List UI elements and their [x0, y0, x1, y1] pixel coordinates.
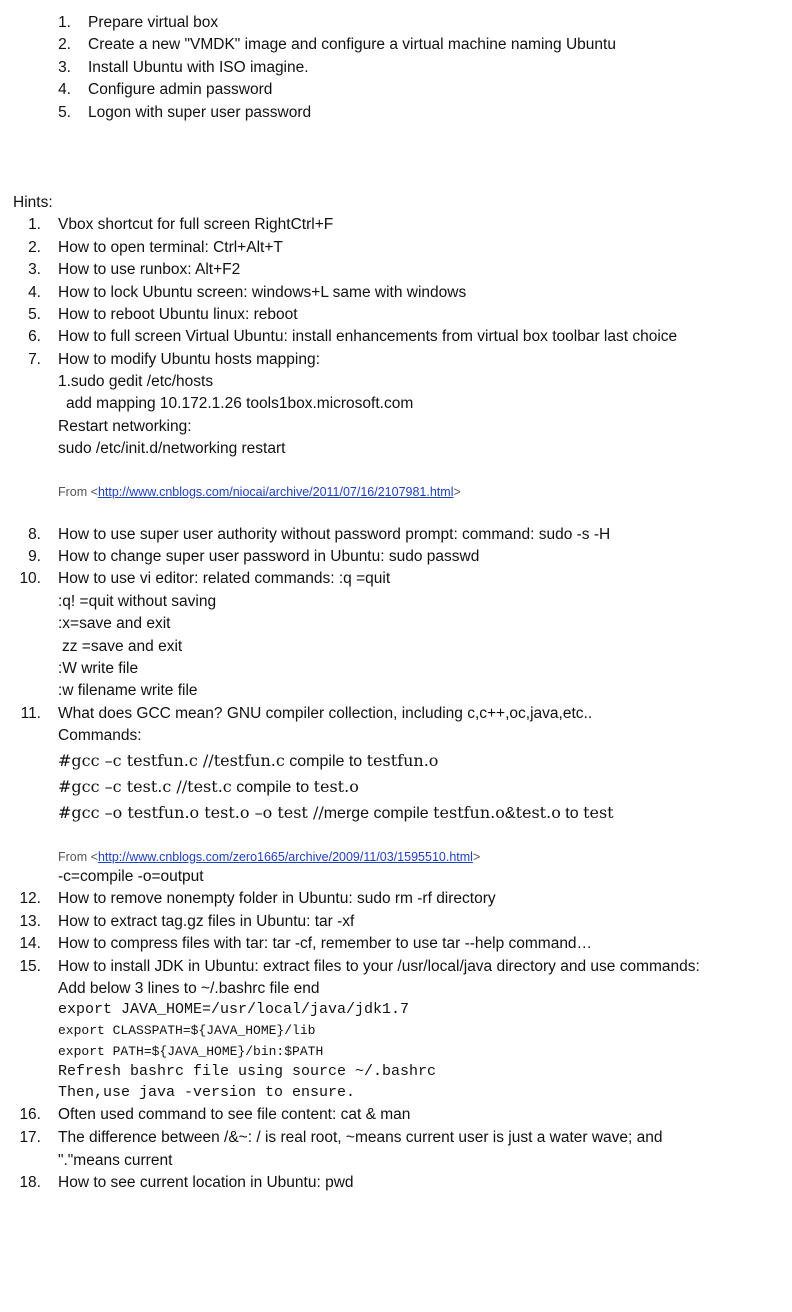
step-text: Prepare virtual box: [88, 14, 219, 31]
hint-number: 8.: [28, 526, 41, 543]
gcc-word: merge compile: [323, 805, 434, 822]
hint-number: 7.: [28, 351, 41, 368]
gcc-code: test: [583, 803, 614, 822]
step-number: 5.: [58, 104, 71, 121]
hint-number: 1.: [28, 216, 41, 233]
hint-detail: :w filename write file: [58, 682, 198, 699]
step-number: 1.: [58, 14, 71, 31]
hint-detail: "."means current: [58, 1152, 173, 1169]
hint-text: How to modify Ubuntu hosts mapping:: [58, 351, 320, 368]
gcc-word: &: [504, 805, 516, 822]
hint-detail: Commands:: [58, 727, 142, 744]
hint-text: How to reboot Ubuntu linux: reboot: [58, 306, 298, 323]
gcc-code: test.o: [515, 803, 561, 822]
hint-detail: 1.sudo gedit /etc/hosts: [58, 373, 214, 390]
hint-number: 10.: [19, 570, 41, 587]
hint-text: How to compress files with tar: tar -cf, remember to use tar --help command…: [58, 935, 593, 952]
hint-detail: sudo /etc/init.d/networking restart: [58, 440, 286, 457]
hint-text: How to use vi editor: related commands: :q =quit: [58, 570, 391, 587]
hint-number: 3.: [28, 261, 41, 278]
hint-text: How to remove nonempty folder in Ubuntu: sudo rm -rf directory: [58, 890, 496, 907]
step-text: Install Ubuntu with ISO imagine.: [88, 59, 309, 76]
gcc-code: testfun.o: [433, 803, 505, 822]
hint-text: How to open terminal: Ctrl+Alt+T: [58, 239, 283, 256]
source-prefix: From <: [58, 850, 98, 864]
hint-detail: -c=compile -o=output: [58, 868, 204, 885]
hint-number: 12.: [19, 890, 41, 907]
hint-number: 18.: [19, 1174, 41, 1191]
source-suffix: >: [472, 850, 481, 864]
hint-detail: :q! =quit without saving: [58, 593, 217, 610]
hint-detail: Restart networking:: [58, 418, 192, 435]
gcc-code: #gcc –o testfun.o test.o –o test //: [58, 803, 324, 822]
hint-detail: :W write file: [58, 660, 139, 677]
hint-text: How to see current location in Ubuntu: pwd: [58, 1174, 354, 1191]
hint-number: 16.: [19, 1106, 41, 1123]
hint-text: How to use super user authority without password prompt: command: sudo -s -H: [58, 526, 611, 543]
gcc-code: testfun.o: [366, 751, 439, 770]
hint-detail: :x=save and exit: [58, 615, 171, 632]
gcc-code: #gcc –c test.c //test.c: [58, 777, 232, 796]
step-text: Configure admin password: [88, 81, 273, 98]
hint-text: How to change super user password in Ubuntu: sudo passwd: [58, 548, 480, 565]
source-suffix: >: [453, 485, 461, 499]
gcc-code: #gcc –c testfun.c //testfun.c: [58, 751, 285, 770]
gcc-command: [58, 802, 614, 825]
hints-title: Hints:: [13, 194, 53, 211]
code-line: export PATH=${JAVA_HOME}/bin:$PATH: [58, 1044, 324, 1059]
hint-detail: add mapping 10.172.1.26 tools1box.microsoft.com: [66, 395, 414, 412]
hint-detail: zz =save and exit: [62, 638, 183, 655]
source-note: [58, 481, 461, 503]
hint-text: How to use runbox: Alt+F2: [58, 261, 241, 278]
code-line: Then,use java -version to ensure.: [58, 1084, 356, 1101]
hint-text: What does GCC mean? GNU compiler collection, including c,c++,oc,java,etc..: [58, 705, 593, 722]
hint-number: 2.: [28, 239, 41, 256]
code-line: export JAVA_HOME=/usr/local/java/jdk1.7: [58, 1001, 410, 1018]
step-text: Create a new "VMDK" image and configure a virtual machine naming Ubuntu: [88, 36, 616, 53]
hint-number: 13.: [19, 913, 41, 930]
step-number: 4.: [58, 81, 71, 98]
hint-text: How to install JDK in Ubuntu: extract files to your /usr/local/java directory and use commands:: [58, 958, 700, 975]
hint-text: The difference between /&~: / is real root, ~means current user is just a water wave; and: [58, 1129, 663, 1146]
source-link[interactable]: http://www.cnblogs.com/niocai/archive/2011/07/16/2107981.html: [97, 485, 454, 499]
step-number: 3.: [58, 59, 71, 76]
source-link[interactable]: http://www.cnblogs.com/zero1665/archive/2009/11/03/1595510.html: [97, 850, 473, 864]
hint-number: 17.: [19, 1129, 41, 1146]
step-text: Logon with super user password: [88, 104, 312, 121]
code-line: Refresh bashrc file using source ~/.bashrc: [58, 1063, 437, 1080]
hint-number: 5.: [28, 306, 41, 323]
gcc-code: test.o: [313, 777, 359, 796]
hint-detail: Add below 3 lines to ~/.bashrc file end: [58, 980, 320, 997]
code-line: export CLASSPATH=${JAVA_HOME}/lib: [58, 1023, 316, 1038]
hint-text: Often used command to see file content: cat & man: [58, 1106, 411, 1123]
gcc-word: compile to: [284, 753, 367, 770]
hint-text: How to full screen Virtual Ubuntu: install enhancements from virtual box toolbar last choice: [58, 328, 678, 345]
hint-number: 15.: [19, 958, 41, 975]
hint-number: 6.: [28, 328, 41, 345]
step-number: 2.: [58, 36, 71, 53]
gcc-word: compile to: [231, 779, 314, 796]
source-note: [58, 846, 480, 868]
source-prefix: From <: [58, 485, 98, 499]
gcc-word: to: [560, 805, 584, 822]
gcc-command: [58, 776, 359, 799]
gcc-command: [58, 750, 438, 773]
hint-text: How to lock Ubuntu screen: windows+L same with windows: [58, 284, 467, 301]
hint-text: How to extract tag.gz files in Ubuntu: tar -xf: [58, 913, 355, 930]
hint-number: 4.: [28, 284, 41, 301]
hint-number: 14.: [19, 935, 41, 952]
hint-number: 9.: [28, 548, 41, 565]
hint-number: 11.: [20, 705, 41, 722]
hint-text: Vbox shortcut for full screen RightCtrl+F: [58, 216, 334, 233]
